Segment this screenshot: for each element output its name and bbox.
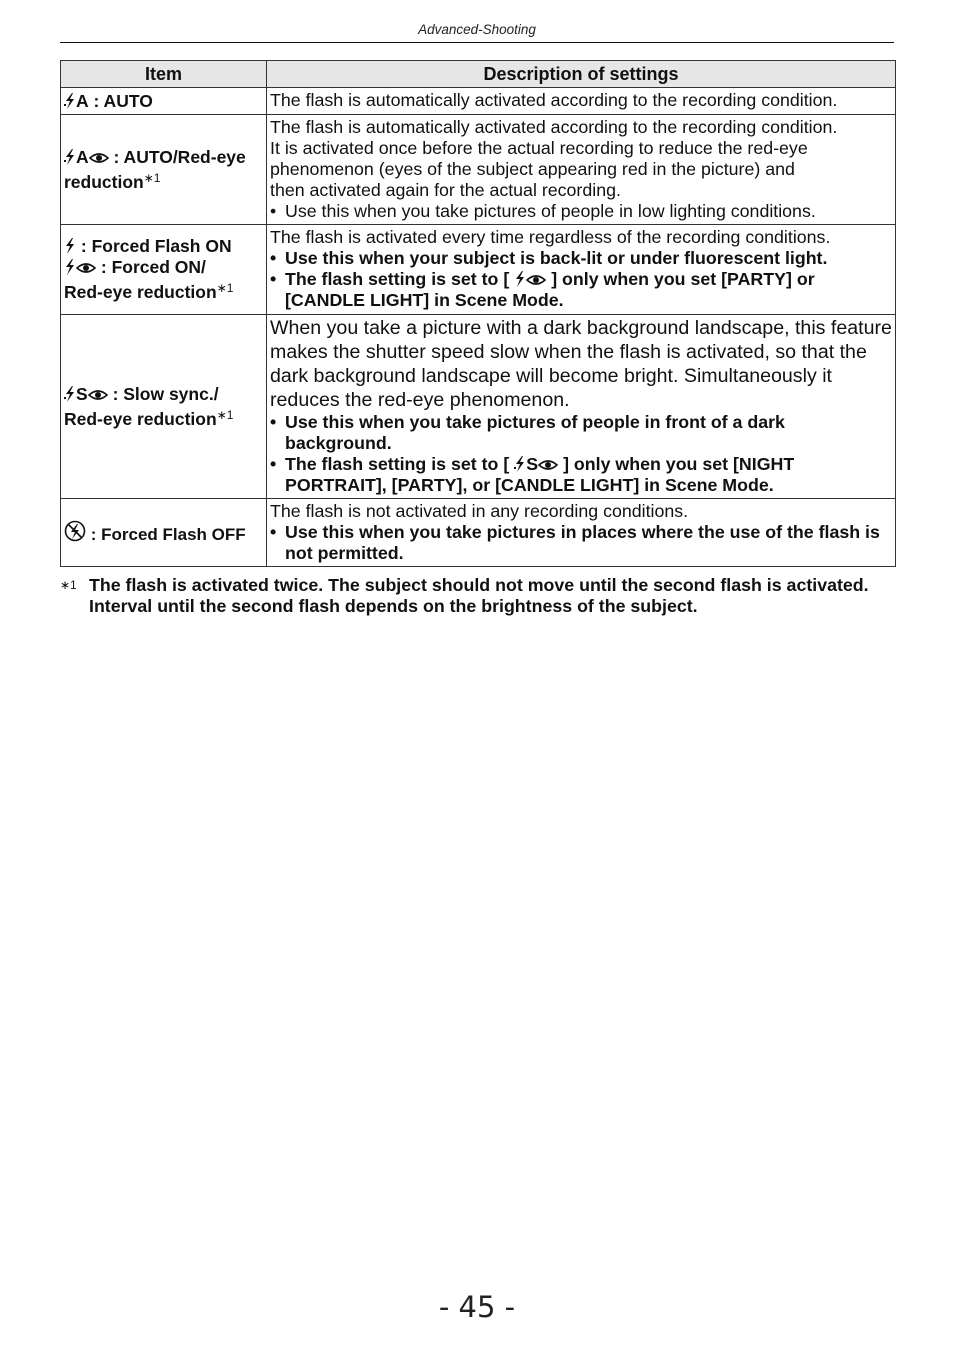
footnote-reference: ∗1 <box>216 407 234 422</box>
description-cell: The flash is not activated in any recording conditions. • Use this when you take pictures in places where the use of the flash is not permitted. <box>267 499 896 567</box>
table-row <box>61 315 896 499</box>
column-header-description: Description of settings <box>267 61 896 88</box>
table-row <box>61 225 896 315</box>
bullet-item: • Use this when you take pictures in places where the use of the flash is not permitted. <box>270 521 880 563</box>
item-cell-forced-on: : Forced Flash ON : Forced ON/ Red-eye reduction$^{∗1}$ <box>61 225 267 315</box>
bullet-item: • Use this when you take pictures of people in front of a dark background. <box>270 412 785 453</box>
red-eye-icon <box>76 257 96 278</box>
red-eye-icon <box>538 454 558 475</box>
footnote-mark: ∗1 <box>60 578 77 592</box>
page-number: - 45 - <box>438 1290 516 1324</box>
slow-letter: S <box>526 454 539 474</box>
description-cell: The flash is automatically activated according to the recording condition. <box>267 88 896 115</box>
table-row <box>61 499 896 567</box>
auto-letter: A <box>76 90 89 111</box>
flash-icon <box>64 257 76 278</box>
item-cell-slow-sync: S : Slow sync./ Red-eye reduction$^{∗1}$ <box>61 315 267 499</box>
flash-icon <box>64 91 76 112</box>
red-eye-icon <box>89 147 109 168</box>
item-cell-auto: A : AUTO <box>61 88 267 115</box>
flash-off-icon <box>64 520 86 545</box>
table-row <box>61 88 896 115</box>
footnote <box>60 575 894 617</box>
item-cell-auto-red-eye: A : AUTO/Red-eye reduction$^{∗1}$ <box>61 115 267 225</box>
flash-icon <box>64 236 76 257</box>
bullet-item: • The flash setting is set to [ ] only when you set [PARTY] or [CANDLE LIGHT] in Scene Mode. <box>270 269 815 310</box>
auto-letter: A <box>76 146 89 167</box>
bullet-item: • The flash setting is set to [ S ] only when you set [NIGHT PORTRAIT], [PARTY], or [CANDLE LIGHT] in Scene Mode. <box>270 454 795 495</box>
red-eye-icon <box>526 269 546 290</box>
description-cell: The flash is activated every time regardless of the recording conditions. • Use this when your subject is back-lit or under fluorescent light. • The flash setting is set to [ ] only when you set [PARTY] or [CANDLE LIGHT] in Scene Mode. <box>267 225 896 315</box>
column-header-item: Item <box>61 61 267 88</box>
description-cell: The flash is automatically activated according to the recording condition. It is activated once before the actual recording to reduce the red-eye phenomenon (eyes of the subject appearing red in the picture) and then activated again for the actual recording. • Use this when you take pictures of people in low lighting conditions. <box>267 115 896 225</box>
description-cell: When you take a picture with a dark background landscape, this feature makes the shutter speed slow when the flash is activated, so that the dark background landscape will become bright. Simultaneously it reduces the red-eye phenomenon. • Use this when you take pictures of people in front of a dark background. • The flash setting is set to [ S ] only when you set [NIGHT PORTRAIT], [PARTY], or [CANDLE LIGHT] in Scene Mode. <box>267 315 896 499</box>
footnote-reference: ∗1 <box>216 281 234 295</box>
item-cell-forced-off: : Forced Flash OFF <box>61 499 267 567</box>
flash-icon <box>514 454 526 475</box>
flash-icon <box>514 269 526 290</box>
header-rule <box>60 42 894 43</box>
slow-letter: S <box>76 383 88 404</box>
footnote-reference: ∗1 <box>143 170 161 185</box>
flash-icon <box>64 384 76 405</box>
running-header: Advanced-Shooting <box>418 22 536 37</box>
flash-icon <box>64 147 76 168</box>
footnote-text: The flash is activated twice. The subject should not move until the second flash is activated. Interval until the second flash depends on the brightness of the subject. <box>89 575 869 616</box>
bullet-item: • Use this when you take pictures of people in low lighting conditions. <box>270 200 816 221</box>
table-header-row <box>61 61 896 88</box>
red-eye-icon <box>88 384 108 405</box>
table-row <box>61 115 896 225</box>
flash-settings-table <box>60 60 896 567</box>
bullet-item: • Use this when your subject is back-lit or under fluorescent light. <box>270 248 828 268</box>
